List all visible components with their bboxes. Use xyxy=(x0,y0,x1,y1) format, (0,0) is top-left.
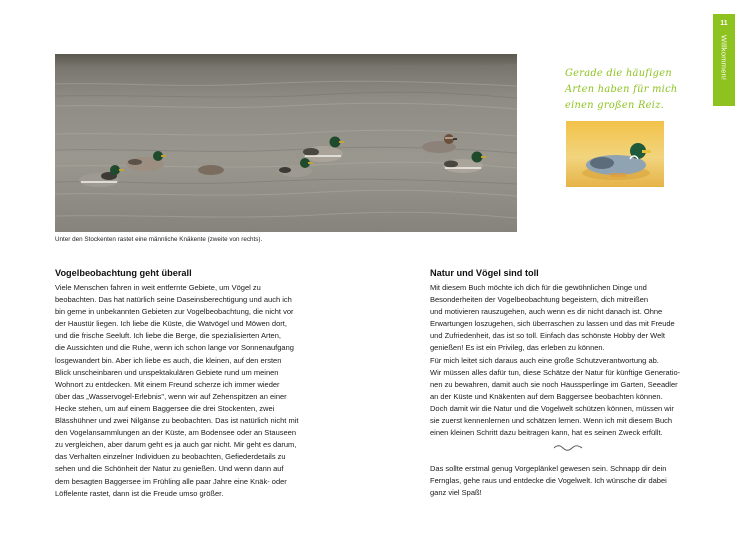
text-line: Für mich leitet sich daraus auch eine große Schutzverantwortung ab. xyxy=(430,355,659,365)
photo-caption: Unter den Stockenten rastet eine männliche Knäkente (zweite von rechts). xyxy=(55,236,263,243)
text-line: losgewandert bin. Aber ich liebe es auch, die kleinen, auf den ersten xyxy=(55,355,282,365)
pull-quote xyxy=(565,66,685,114)
ducks-photo xyxy=(55,54,517,232)
text-line: ganz viel Spaß! xyxy=(430,488,482,498)
text-line: und Zufriedenheit, das ist so toll. Einfach das schönste Hobby der Welt xyxy=(430,331,665,341)
chapter-label: Willkommen! xyxy=(719,35,729,81)
text-line: der Haustür liegen. Ich liebe die Küste, die Watvögel und Möwen dort, xyxy=(55,319,287,329)
text-line: und motivieren rauszugehen, auch wenn es dir nicht danach ist. Ohne xyxy=(430,307,663,317)
left-body xyxy=(55,282,375,500)
text-line: Viele Menschen fahren in weit entfernte Gebiete, um Vögel zu xyxy=(55,283,261,292)
text-line: Doch damit wir die Natur und die Vogelwelt schützen können, müssen wir xyxy=(430,403,674,413)
text-line: das Verhalten einzelner Individuen zu beobachten, Gefiederdetails zu xyxy=(55,452,286,462)
text-line: Hecke stehen, um auf einem Baggersee die drei Stockenten, zwei xyxy=(55,403,275,413)
text-line: sehen und die Schönheit der Natur zu genießen. Und wenn dann auf xyxy=(55,464,284,474)
quote-line: einen großen Reiz. xyxy=(565,100,665,111)
text-line: nen zu bewahren, damit auch sie noch Haussperlinge im Garten, Seeadler xyxy=(430,379,678,389)
text-line: dem besagten Baggersee im Frühling alle paar Jahre eine Knäk- oder xyxy=(55,476,287,486)
text-line: Das sollte erstmal genug Vorgeplänkel gewesen sein. Schnapp dir dein xyxy=(430,464,667,473)
text-line: bin gerne in unbekannten Gebieten zur Vogelbeobachtung, die nicht vor xyxy=(55,307,294,317)
quote-line: Gerade die häufigen xyxy=(565,68,672,79)
text-line: Fernglas, gehe raus und entdecke die Vogelwelt. Ich wünsche dir dabei xyxy=(430,476,667,486)
text-line: sie zuerst kennenlernen und schätzen lernen. Wenn ich mit diesem Buch xyxy=(430,416,673,426)
text-line: Blässhühner und zwei Nilgänse zu beobachten. Das ist natürlich nicht mit xyxy=(55,416,299,426)
text-line: die Aussichten und die Ruhe, wenn ich schon lange vor Sonnenaufgang xyxy=(55,343,294,353)
text-line: Erwartungen loszugehen, sich überraschen zu lassen und das mit Freude xyxy=(430,319,675,329)
page-number: 11 xyxy=(720,20,728,27)
closing-paragraph xyxy=(430,463,715,499)
quote-line: Arten haben für mich xyxy=(565,84,678,95)
text-line: genießen! Es ist ein Privileg, das erleben zu können. xyxy=(430,343,605,353)
text-line: den Vogelansammlungen an der Küste, am Bodensee oder an Stauseen xyxy=(55,428,297,438)
text-line: und die frische Seeluft. Ich liebe die Berge, die spezialisierten Arten, xyxy=(55,331,281,341)
text-line: beobachten. Das hat natürlich seine Daseinsberechtigung und auch ich xyxy=(55,295,292,305)
text-line: Löffelente rastet, dann ist die Freude umso größer. xyxy=(55,488,224,498)
tilde-divider xyxy=(553,445,583,451)
text-line: einen kleinen Schritt dazu beitragen kann, hat es seinen Zweck erfüllt. xyxy=(430,428,663,438)
chapter-tab xyxy=(713,14,735,106)
text-line: Wohnort zu entdecken. Mit einem Freund scherze ich immer wieder xyxy=(55,379,280,389)
right-heading: Natur und Vögel sind toll xyxy=(430,268,539,278)
right-body xyxy=(430,282,715,439)
text-line: Blick unscheinbaren und unspektakulären Gebiete rund um meinen xyxy=(55,367,279,377)
text-line: über das „Wasservogel-Erlebnis", wenn wir auf Zehenspitzen an einer xyxy=(55,391,287,401)
left-heading: Vogelbeobachtung geht überall xyxy=(55,268,192,278)
text-line: Besonderheiten der Vogelbeobachtung begeistern, dich mitreißen xyxy=(430,295,649,305)
text-line: Mit diesem Buch möchte ich dich für die gewöhnlichen Dinge und xyxy=(430,283,647,292)
text-line: zu vergleichen, aber darum geht es ja auch gar nicht. Mir geht es darum, xyxy=(55,440,297,450)
mallard-photo xyxy=(566,121,664,187)
text-line: Wir müssen alles dafür tun, diese Schätze der Natur für künftige Generatio- xyxy=(430,367,681,377)
text-line: an der Küste und Knäkenten auf dem Baggersee beobachten können. xyxy=(430,391,663,401)
